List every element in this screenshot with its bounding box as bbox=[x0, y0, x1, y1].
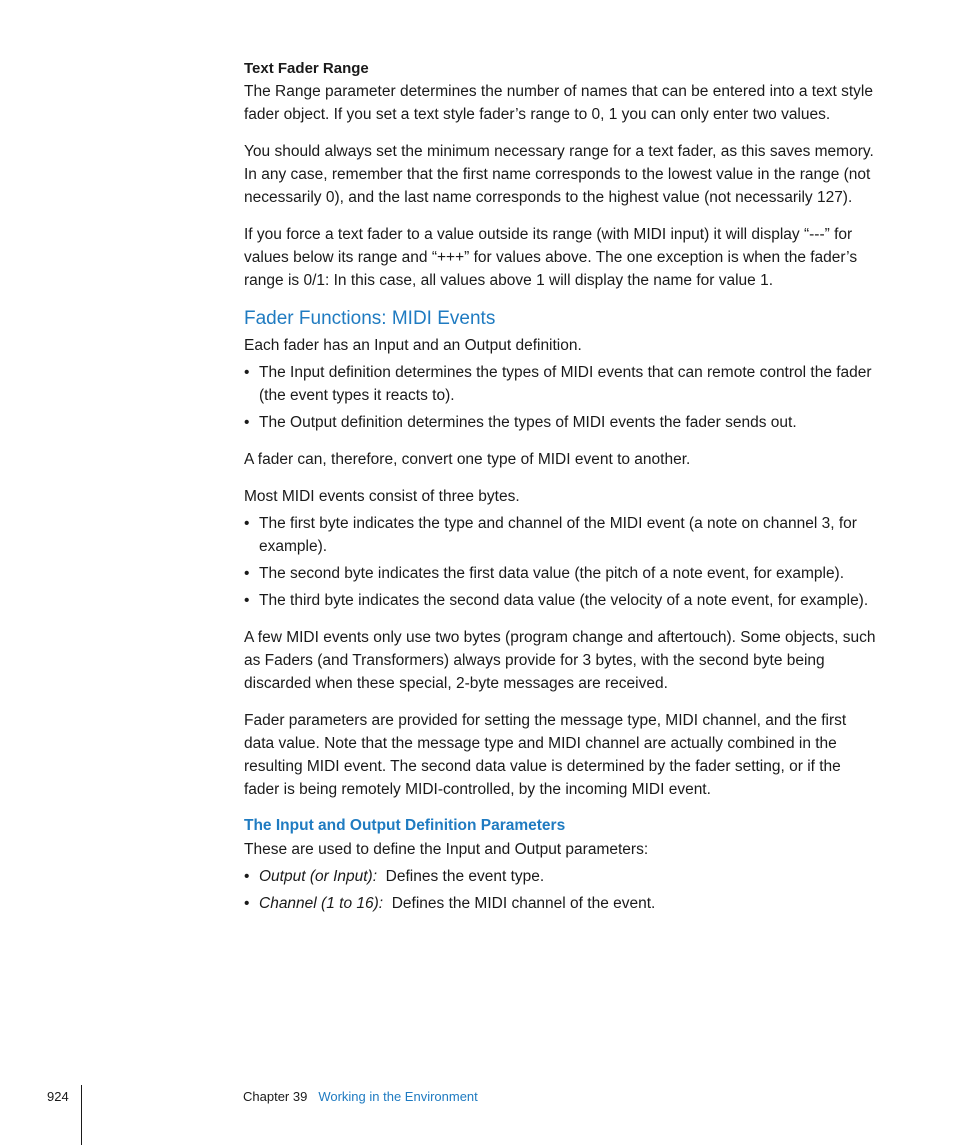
footer-chapter bbox=[243, 1088, 478, 1106]
page-body bbox=[244, 58, 876, 929]
paragraph: These are used to define the Input and Output parameters: bbox=[244, 841, 649, 858]
paragraph: You should always set the minimum necessary range for a text fader, as this saves memory. In any case, remember that the first name corresponds to the lowest value in the range (not necessarily 0), and the last name corresponds to the highest value (not necessarily 127). bbox=[244, 143, 874, 206]
list-item bbox=[244, 589, 876, 612]
list-item bbox=[244, 892, 876, 915]
definition-term: Output (or Input): bbox=[259, 868, 378, 885]
definition-text: Defines the MIDI channel of the event. bbox=[391, 895, 656, 912]
paragraph: The Range parameter determines the number of names that can be entered into a text style fader object. If you set a text style fader’s range to 0, 1 you can only enter two values. bbox=[244, 83, 873, 123]
bullet-glyph: • bbox=[244, 364, 250, 381]
bullet-list bbox=[244, 512, 876, 612]
list-item-text: The third byte indicates the second data value (the velocity of a note event, for example). bbox=[259, 592, 869, 609]
list-item bbox=[244, 361, 876, 407]
paragraph: Each fader has an Input and an Output definition. bbox=[244, 337, 582, 354]
section-heading-fader-functions: Fader Functions: MIDI Events bbox=[244, 308, 496, 329]
footer-divider bbox=[81, 1085, 82, 1145]
paragraph: If you force a text fader to a value outside its range (with MIDI input) it will display “---” for values below its range and “+++” for values above. The one exception is when the fader’s range is 0/1: In this case, all values above 1 will display the name for value 1. bbox=[244, 226, 858, 289]
chapter-label: Chapter 39 bbox=[243, 1089, 308, 1104]
list-item-text: The Input definition determines the types of MIDI events that can remote control the fader (the event types it reacts to). bbox=[259, 364, 872, 404]
paragraph: Fader parameters are provided for setting the message type, MIDI channel, and the first data value. Note that the message type and MIDI channel are actually combined in the resulting MIDI event. The second data value is determined by the fader setting, or if the fader is being remotely MIDI-controlled, by the incoming MIDI event. bbox=[244, 712, 847, 798]
definition-term: Channel (1 to 16): bbox=[259, 895, 384, 912]
list-item bbox=[244, 411, 876, 434]
section-heading-text-fader-range: Text Fader Range bbox=[244, 60, 369, 77]
paragraph: Most MIDI events consist of three bytes. bbox=[244, 488, 520, 505]
definition-text: Defines the event type. bbox=[385, 868, 545, 885]
paragraph: A fader can, therefore, convert one type of MIDI event to another. bbox=[244, 451, 691, 468]
bullet-glyph: • bbox=[244, 592, 250, 609]
bullet-glyph: • bbox=[244, 414, 250, 431]
paragraph: A few MIDI events only use two bytes (program change and aftertouch). Some objects, such as Faders (and Transformers) always provide for 3 bytes, with the second byte being discarded when these special, 2-byte messages are received. bbox=[244, 629, 876, 692]
bullet-glyph: • bbox=[244, 868, 250, 885]
list-item bbox=[244, 865, 876, 888]
list-item bbox=[244, 562, 876, 585]
section-heading-definition-parameters: The Input and Output Definition Parameters bbox=[244, 817, 566, 834]
bullet-glyph: • bbox=[244, 515, 250, 532]
bullet-list bbox=[244, 361, 876, 434]
bullet-glyph: • bbox=[244, 895, 250, 912]
list-item bbox=[244, 512, 876, 558]
list-item-text: The first byte indicates the type and channel of the MIDI event (a note on channel 3, for example). bbox=[259, 515, 857, 555]
definition-list bbox=[244, 865, 876, 915]
bullet-glyph: • bbox=[244, 565, 250, 582]
list-item-text: The second byte indicates the first data value (the pitch of a note event, for example). bbox=[259, 565, 845, 582]
list-item-text: The Output definition determines the types of MIDI events the fader sends out. bbox=[259, 414, 797, 431]
chapter-title-link[interactable]: Working in the Environment bbox=[318, 1089, 478, 1104]
page-number: 924 bbox=[47, 1089, 69, 1104]
